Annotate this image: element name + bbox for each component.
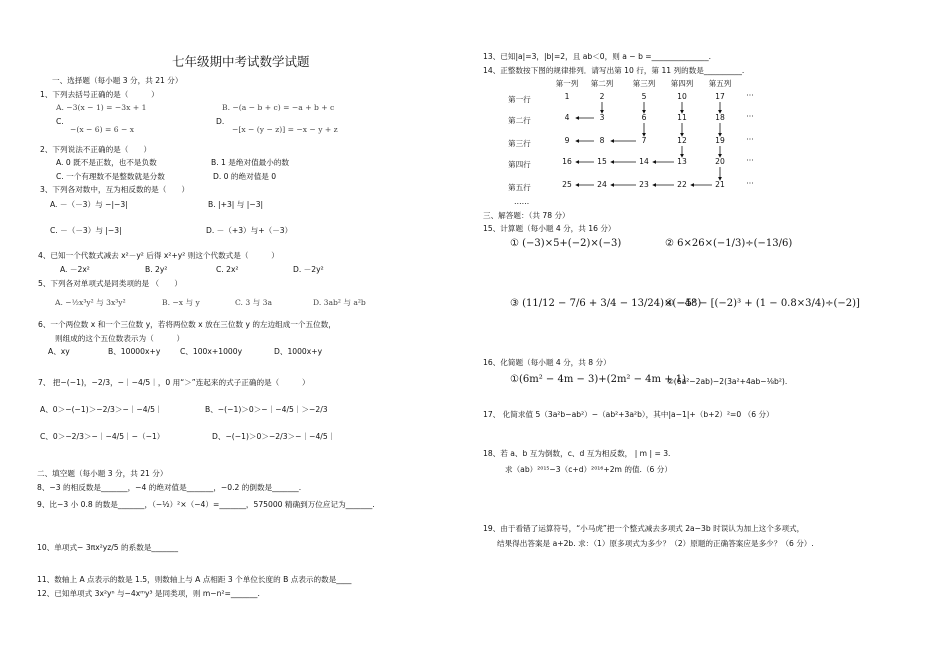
q15-expr-3: ③ (11/12 − 7/6 + 3/4 − 13/24)×(−48)	[510, 298, 702, 309]
q3-option-b: B. |+3| 与 |−3|	[208, 200, 264, 209]
grid-number: 25	[562, 180, 572, 189]
q10: 10、单项式− 3πx²yz/5 的系数是_______	[37, 543, 178, 552]
q9: 9、比−3 小 0.8 的数是_______，（−½）²×（−4）=_______，575000 精确到万位应记为_______.	[37, 500, 375, 509]
q2-option-a: A. 0 既不是正数，也不是负数	[56, 158, 157, 167]
q19-part-2: 结果得出答案是 a+2b. 求：（1）原多项式为多少？（2）原题的正确答案应是多少？（6 分）.	[497, 539, 814, 548]
q16-expr-1: ①(6m² − 4m − 3)+(2m² − 4m + 1)	[510, 374, 687, 385]
grid-row-label: 第四行	[508, 160, 531, 169]
q2-option-d: D. 0 的绝对值是 0	[213, 172, 277, 181]
q6-stem: 6、一个两位数 x 和一个三位数 y，若将两位数 x 放在三位数 y 的左边组成一个五位数，	[38, 320, 336, 329]
grid-col-header: 第二列	[590, 79, 614, 88]
q6-option-d: D、1000x+y	[274, 347, 323, 356]
grid-number: 19	[715, 136, 725, 145]
q7-option-b: B、−(−1)＞0＞−｜−4/5｜＞−2/3	[205, 405, 328, 414]
grid-number: 6	[641, 113, 647, 122]
q3-stem: 3、下列各对数中，互为相反数的是（ ）	[40, 185, 190, 194]
q19: 19、由于看错了运算符号，“小马虎”把一个整式减去多项式 2a−3b 时误认为加上这个多项式，	[483, 524, 805, 533]
grid-number: 9	[564, 136, 570, 145]
grid-number: 23	[639, 180, 649, 189]
grid-number: 13	[677, 157, 687, 166]
q4-option-c: C. 2x²	[216, 265, 239, 274]
q1-option-b: B. −(a − b + c) = −a + b + c	[222, 103, 335, 112]
grid-row-label: 第三行	[508, 139, 531, 148]
section1-heading: 一、选择题（每小题 3 分，共 21 分）	[52, 76, 183, 85]
q16-stem: 16、化简题（每小题 4 分，共 8 分）	[483, 358, 611, 367]
grid-number: 24	[597, 180, 607, 189]
q4-option-a: A. －2x²	[60, 265, 90, 274]
q17: 17、 化简求值 5（3a²b−ab²）−（ab²+3a²b），其中|a−1|+（b+2）²=0 （6 分）	[483, 410, 774, 419]
grid-row-label: 第五行	[508, 183, 531, 192]
q12: 12、已知单项式 3x²yⁿ 与−4xᵐy³ 是同类项，则 m−n²=_______.	[37, 589, 260, 598]
q3-option-d: D. －（+3）与+（－3）	[206, 226, 293, 235]
q1-option-a: A. −3(x − 1) = −3x + 1	[56, 103, 147, 112]
grid-col-header: 第四列	[670, 79, 694, 88]
grid-number: 2	[599, 92, 605, 101]
grid-number: 1	[564, 92, 570, 101]
grid-number: 12	[677, 136, 687, 145]
q5-option-c: C. 3 与 3a	[235, 298, 272, 307]
grid-number: 8	[599, 136, 605, 145]
q7-stem: 7、 把−(−1)，−2/3，−｜−4/5｜，0 用“＞”连起来的式子正确的是（ ）	[38, 378, 310, 387]
q3-option-a: A. －（－3）与 −|−3|	[50, 200, 128, 209]
q8: 8、−3 的相反数是_______，−4 的绝对值是_______，−0.2 的倒数是_______.	[37, 483, 302, 492]
q18-part-2: 求（ab）²⁰¹⁵−3（c+d）²⁰¹⁶+2m 的值.（6 分）	[505, 465, 672, 474]
grid-number: 3	[599, 113, 605, 122]
grid-more-rows: ……	[514, 197, 530, 206]
q6-stem-2: 则组成的这个五位数表示为（ ）	[55, 334, 185, 343]
q15-stem: 15、计算题（每小题 4 分，共 16 分）	[483, 224, 616, 233]
q16-expr-2: ②(6a²−2ab)−2(3a²+4ab−⅛b²).	[667, 377, 788, 386]
q1-option-d-label: D.	[216, 117, 225, 126]
q4-stem: 4、已知一个代数式减去 x²－y² 后得 x²+y² 则这个代数式是（ ）	[38, 251, 279, 260]
q6-option-b: B、10000x+y	[108, 347, 161, 356]
q14: 14、正整数按下图的规律排列．请写出第 10 行，第 11 列的数是__________.	[483, 66, 745, 75]
q4-option-d: D. －2y²	[293, 265, 324, 274]
q6-option-c: C、100x+1000y	[180, 347, 243, 356]
q3-option-c: C. －（－3）与 |−3|	[50, 226, 122, 235]
q15-expr-2: ② 6×26×(−1/3)÷(−13/6)	[665, 238, 793, 249]
q1-option-c: −(x − 6) = 6 − x	[70, 125, 135, 134]
q2-option-c: C. 一个有理数不是整数就是分数	[56, 172, 165, 181]
grid-ellipsis: ···	[746, 179, 754, 188]
q5-option-d: D. 3ab² 与 a²b	[313, 298, 366, 307]
q11: 11、数轴上 A 点表示的数是 1.5，则数轴上与 A 点相距 3 个单位长度的 B 点表示的数是____	[37, 575, 352, 584]
q15-expr-1: ① (−3)×5+(−2)×(−3)	[510, 238, 622, 249]
q7-option-a: A、0＞−(−1)＞−2/3＞−｜−4/5｜	[40, 405, 163, 414]
grid-number: 7	[641, 136, 647, 145]
grid-ellipsis: ···	[746, 156, 754, 165]
grid-col-header: 第五列	[708, 79, 732, 88]
q1-option-c-label: C.	[56, 117, 64, 126]
grid-col-header: 第三列	[632, 79, 656, 88]
grid-number: 21	[715, 180, 725, 189]
grid-row-label: 第二行	[508, 116, 531, 125]
grid-number: 22	[677, 180, 687, 189]
grid-number: 20	[715, 157, 725, 166]
grid-number: 4	[564, 113, 570, 122]
page-title: 七年级期中考试数学试题	[172, 54, 310, 69]
grid-number: 14	[639, 157, 649, 166]
q5-option-a: A. −½x³y² 与 3x³y²	[55, 298, 126, 307]
grid-number: 15	[597, 157, 607, 166]
q13: 13、已知|a|=3，|b|=2，且 ab＜0，则 a − b =_______________.	[483, 52, 712, 61]
q1-option-d: −[x − (y − z)] = −x − y + z	[232, 125, 338, 134]
grid-number: 5	[641, 92, 647, 101]
grid-number: 18	[715, 113, 725, 122]
grid-number: 17	[715, 92, 725, 101]
q4-option-b: B. 2y²	[145, 265, 168, 274]
grid-number: 11	[677, 113, 687, 122]
q7-option-d: D、−(−1)＞0＞−2/3＞−｜−4/5｜	[212, 432, 336, 441]
q18: 18、若 a、b 互为倒数，c、d 互为相反数， | m | = 3.	[483, 449, 671, 458]
grid-number: 10	[677, 92, 687, 101]
grid-row-label: 第一行	[508, 95, 531, 104]
section3-heading: 三、解答题：（共 78 分）	[483, 211, 570, 220]
q5-stem: 5、下列各对单项式是同类项的是 （ ）	[38, 279, 182, 288]
q5-option-b: B. −x 与 y	[162, 298, 200, 307]
q2-option-b: B. 1 是绝对值最小的数	[211, 158, 290, 167]
grid-ellipsis: ···	[746, 135, 754, 144]
q15-expr-4: ④ −5² − [(−2)³ + (1 − 0.8×3/4)÷(−2)]	[665, 298, 860, 309]
grid-ellipsis: ···	[746, 112, 754, 121]
q2-stem: 2、下列说法不正确的是（ ）	[40, 145, 152, 154]
grid-ellipsis: ···	[746, 91, 754, 100]
grid-number: 16	[562, 157, 572, 166]
grid-col-header: 第一列	[555, 79, 579, 88]
section2-heading: 二、填空题（每小题 3 分，共 21 分）	[37, 469, 168, 478]
q1-stem: 1、下列去括号正确的是（ ）	[40, 90, 159, 99]
q7-option-c: C、0＞−2/3＞−｜−4/5｜−（−1）	[40, 432, 165, 441]
q6-option-a: A、xy	[48, 347, 70, 356]
